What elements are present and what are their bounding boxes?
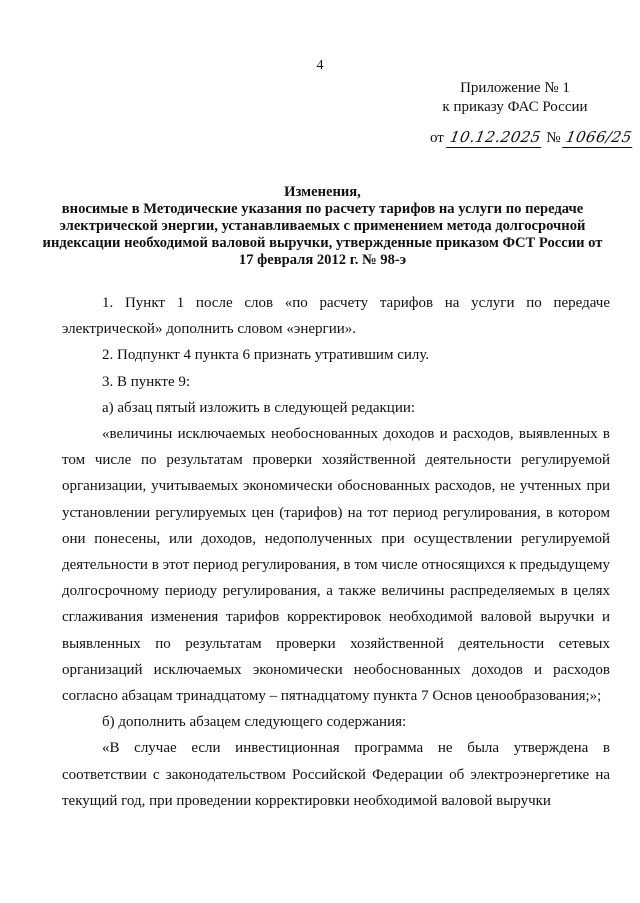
order-date-number xyxy=(430,127,634,148)
title-heading: Изменения, xyxy=(284,184,361,200)
page-number: 4 xyxy=(316,58,324,73)
paragraph: 3. В пункте 9: xyxy=(102,373,191,390)
order-number-label: № xyxy=(546,130,561,146)
order-number-handwritten: 1066/25 xyxy=(562,127,636,148)
order-date-handwritten: 10.12.2025 xyxy=(446,127,545,148)
paragraph: «величины исключаемых необоснованных доходов и расходов, выявленных в том числе по результатам проверки хозяйственной деятельности регулируемой организации, учитываемых экономически обоснованных расходов, не учтенных при установлении регулируемых цен (тарифов) на тот период регулирования, в котором они понесены, или доходов, недополученных при осуществлении регулируемой деятельности в этот период регулирования, в том числе относящихся к предыдущему долгосрочному периоду регулирования, а также величины распределяемых в целях сглаживания изменения тарифов корректировок необходимой валовой выручки и выявленных по результатам проверки хозяйственной деятельности сетевых организаций исключаемых экономически необоснованных доходов и расходов согласно абзацам тринадцатому – пятнадцатому пункта 7 Основ ценообразования;»; xyxy=(62,426,610,705)
paragraph: «В случае если инвестиционная программа не была утверждена в соответствии с законодательством Российской Федерации об электроэнергетике на текущий год, при проведении корректировки необходимой валовой выручки xyxy=(62,740,610,809)
appendix-header xyxy=(430,79,600,117)
appendix-order-reference: к приказу ФАС России xyxy=(442,99,588,115)
title-subtitle: вносимые в Методические указания по расчету тарифов на услуги по передаче электрической энергии, устанавливаемых с применением метода долгосрочной индексации необходимой валовой выручки, утвержденные приказом ФСТ России от 17 февраля 2012 г. № 98-э xyxy=(42,201,603,268)
document-body xyxy=(62,290,610,814)
paragraph: 1. Пункт 1 после слов «по расчету тарифов на услуги по передаче электрической» дополнить словом «энергии». xyxy=(62,295,610,338)
paragraph: 2. Подпункт 4 пункта 6 признать утратившим силу. xyxy=(102,347,430,364)
order-from-label: от xyxy=(430,130,444,146)
document-title xyxy=(40,184,605,269)
paragraph: б) дополнить абзацем следующего содержания: xyxy=(102,714,407,731)
appendix-title: Приложение № 1 xyxy=(460,80,570,96)
paragraph: а) абзац пятый изложить в следующей редакции: xyxy=(102,399,416,416)
